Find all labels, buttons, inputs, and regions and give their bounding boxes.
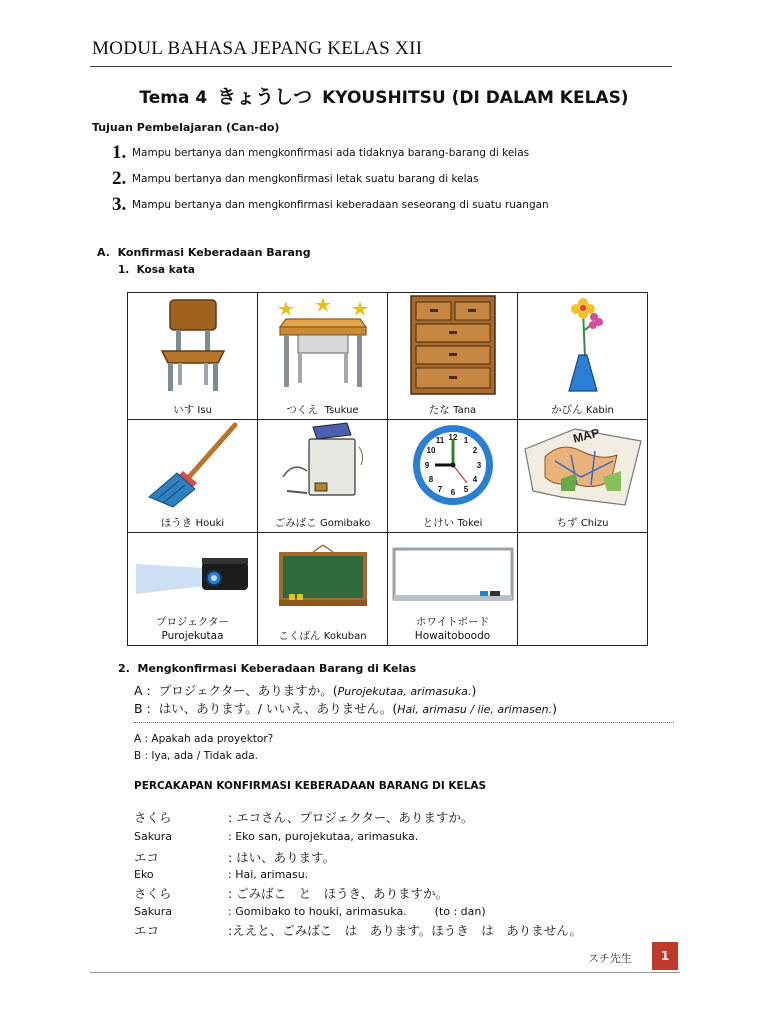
translation-a: A : Apakah ada proyektor?	[134, 733, 274, 745]
svg-text:9: 9	[424, 461, 429, 470]
footer-divider	[90, 972, 680, 973]
vocab-cell-kabin: かびん Kabin	[518, 293, 648, 420]
svg-text:1: 1	[463, 436, 468, 445]
svg-text:4: 4	[472, 475, 477, 484]
svg-text:10: 10	[426, 446, 435, 455]
chair-icon	[148, 295, 238, 395]
svg-text:7: 7	[437, 485, 442, 494]
conversation-line: Sakura : Eko san, purojekutaa, arimasuka.	[134, 830, 419, 843]
vocab-cell-kokuban: こくばん Kokuban	[258, 533, 388, 646]
section-a-heading: A. Konfirmasi Keberadaan Barang	[97, 246, 311, 259]
header-divider	[90, 66, 672, 67]
teacher-signature: スチ先生	[588, 952, 632, 965]
cando-item: 3. Mampu bertanya dan mengkonfirmasi keberadaan seseorang di suatu ruangan	[112, 194, 549, 215]
cando-heading: Tujuan Pembelajaran (Can-do)	[92, 121, 280, 134]
lesson-title	[0, 82, 768, 109]
svg-text:3: 3	[476, 461, 481, 470]
conversation-line: Eko : Hai, arimasu.	[134, 868, 309, 881]
svg-text:12: 12	[448, 433, 457, 442]
vocabulary-table	[127, 292, 648, 646]
vocab-cell-howaitoboodo: ホワイトボード Howaitoboodo	[388, 533, 518, 646]
desk-icon	[268, 295, 378, 395]
vocab-cell-tsukue: つくえ Tsukue	[258, 293, 388, 420]
svg-text:11: 11	[435, 436, 444, 445]
conversation-heading: PERCAKAPAN KONFIRMASI KEBERADAAN BARANG DI KELAS	[134, 780, 487, 792]
lesson-title-kana: きょうしつ	[217, 86, 313, 108]
vocab-cell-tokei: 12 1 2 3 4 5 6 7 8 9 10 11 とけい Tokei	[388, 420, 518, 533]
whiteboard-icon	[392, 545, 514, 603]
cando-item: 2. Mampu bertanya dan mengkonfirmasi letak suatu barang di kelas	[112, 168, 479, 189]
trash-bin-icon	[273, 421, 373, 509]
lesson-title-prefix: Tema 4	[139, 88, 208, 108]
svg-text:8: 8	[428, 475, 433, 484]
lesson-title-suffix: KYOUSHITSU (DI DALAM KELAS)	[322, 88, 629, 108]
vocab-cell-empty	[518, 533, 648, 646]
svg-text:2: 2	[472, 446, 477, 455]
dotted-separator	[134, 722, 674, 723]
vocab-subheading: 1. Kosa kata	[118, 264, 195, 276]
broom-icon	[143, 421, 243, 509]
dialog-subheading: 2. Mengkonfirmasi Keberadaan Barang di Kelas	[118, 662, 417, 675]
dialog-line-b: B : はい、あります。/ いいえ、ありません。(Hai, arimasu / iie, arimasen.)	[134, 701, 558, 716]
conversation-line: エコ :ええと、ごみばこ は あります。ほうき は ありません。	[134, 923, 582, 938]
vocab-cell-isu: いす Isu	[128, 293, 258, 420]
conversation-line: さくら : エコさん、プロジェクター、ありますか。	[134, 810, 474, 825]
projector-icon	[134, 544, 252, 604]
translation-b: B : Iya, ada / Tidak ada.	[134, 750, 258, 762]
dialog-line-a: A : プロジェクター、ありますか。(Purojekutaa, arimasuka.)	[134, 683, 477, 698]
page-number-badge: 1	[652, 942, 678, 970]
blackboard-icon	[275, 544, 371, 608]
module-header-title: MODUL BAHASA JEPANG KELAS XII	[92, 38, 423, 59]
map-icon	[521, 421, 645, 509]
conversation-line: Sakura : Gomibako to houki, arimasuka. (to : dan)	[134, 905, 486, 918]
svg-text:6: 6	[450, 488, 455, 497]
vocab-cell-chizu: MAP ちず Chizu	[518, 420, 648, 533]
cando-item: 1. Mampu bertanya dan mengkonfirmasi ada tidaknya barang-barang di kelas	[112, 142, 530, 163]
conversation-line: エコ : はい、あります。	[134, 850, 336, 865]
vase-icon	[553, 295, 613, 395]
svg-text:5: 5	[463, 485, 468, 494]
shelf-icon	[405, 294, 501, 396]
vocab-cell-purojekutaa: プロジェクター Purojekutaa	[128, 533, 258, 646]
vocab-cell-houki: ほうき Houki	[128, 420, 258, 533]
clock-icon	[407, 421, 499, 509]
cando-list	[112, 140, 549, 218]
vocab-cell-tana: たな Tana	[388, 293, 518, 420]
conversation-line: さくら : ごみばこ と ほうき、ありますか。	[134, 886, 449, 901]
vocab-cell-gomibako: ごみばこ Gomibako	[258, 420, 388, 533]
map-label: MAP	[571, 425, 601, 446]
